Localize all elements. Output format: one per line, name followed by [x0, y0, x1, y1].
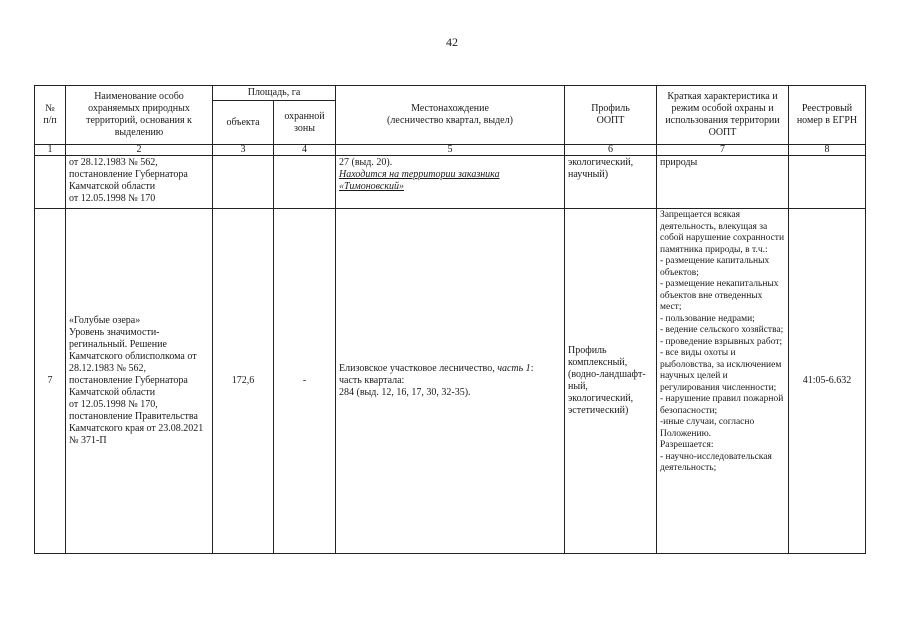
header-location: Местонахождение (лесничество квартал, выдел) [336, 86, 565, 145]
cont-profile: экологический, научный) [565, 156, 657, 209]
header-area-object: объекта [213, 101, 274, 145]
row7-location-part1: Елизовское участковое лесничество, [339, 363, 498, 374]
table-row-7 [35, 209, 866, 554]
header-profile: Профиль ООПТ [565, 86, 657, 145]
row7-regime: Запрещается всякая деятельность, влекущая за собой нарушение сохранности памятника природы, в т.ч.: - размещение капитальных объектов; - размещение некапитальных объектов вне отведенных мест; - пользование недрами; - ведение сельского хозяйства; - проведение взрывных работ; - все виды охоты и рыболовства, за исключением научных целей и регулирования численности; - нарушение правил пожарной безопасности; -иные случаи, согласно Положению. Разрешается: - научно-исследовательская деятельность; [657, 209, 789, 554]
protected-areas-table [34, 85, 866, 554]
header-area-zone: охранной зоны [274, 101, 336, 145]
header-area: Площадь, га [213, 86, 336, 101]
header-regime: Краткая характеристика и режим особой охраны и использования территории ООПТ [657, 86, 789, 145]
cont-area-zone [274, 156, 336, 209]
col-number-5: 5 [336, 145, 565, 156]
row7-location [336, 209, 565, 554]
col-number-1: 1 [35, 145, 66, 156]
header-name: Наименование особо охраняемых природных территорий, основания к выделению [66, 86, 213, 145]
cont-name: от 28.12.1983 № 562, постановление Губернатора Камчатской области от 12.05.1998 № 170 [66, 156, 213, 209]
cont-location [336, 156, 565, 209]
cont-number [35, 156, 66, 209]
col-number-3: 3 [213, 145, 274, 156]
cont-location-line1: 27 (выд. 20). [339, 157, 393, 168]
page-number: 42 [446, 35, 458, 49]
col-number-2: 2 [66, 145, 213, 156]
row7-registry: 41:05-6.632 [789, 209, 866, 554]
row7-location-part2: часть 1 [497, 363, 531, 374]
cont-location-line2: Находится на территории заказника «Тимоновский» [339, 169, 500, 192]
header-registry: Реестровый номер в ЕГРН [789, 86, 866, 145]
row7-profile: Профиль комплексный, (водно-ландшафт-ный, экологический, эстетический) [565, 209, 657, 554]
row7-number: 7 [35, 209, 66, 554]
row7-name: «Голубые озера» Уровень значимости- регинальный. Решение Камчатского облисполкома от 28.12.1983 № 562, постановление Губернатора Камчатской области от 12.05.1998 № 170, постановление Правительства Камчатского края от 23.08.2021 № 371-П [66, 209, 213, 554]
header-number: № п/п [35, 86, 66, 145]
cont-registry [789, 156, 866, 209]
row7-area-object: 172,6 [213, 209, 274, 554]
col-number-8: 8 [789, 145, 866, 156]
row7-area-zone: - [274, 209, 336, 554]
col-number-4: 4 [274, 145, 336, 156]
cont-area-object [213, 156, 274, 209]
col-number-7: 7 [657, 145, 789, 156]
table-row-continued [35, 156, 866, 209]
row7-location-part3: : часть квартала: 284 (выд. 12, 16, 17, 30, 32-35). [339, 363, 534, 398]
cont-regime: природы [657, 156, 789, 209]
col-number-6: 6 [565, 145, 657, 156]
